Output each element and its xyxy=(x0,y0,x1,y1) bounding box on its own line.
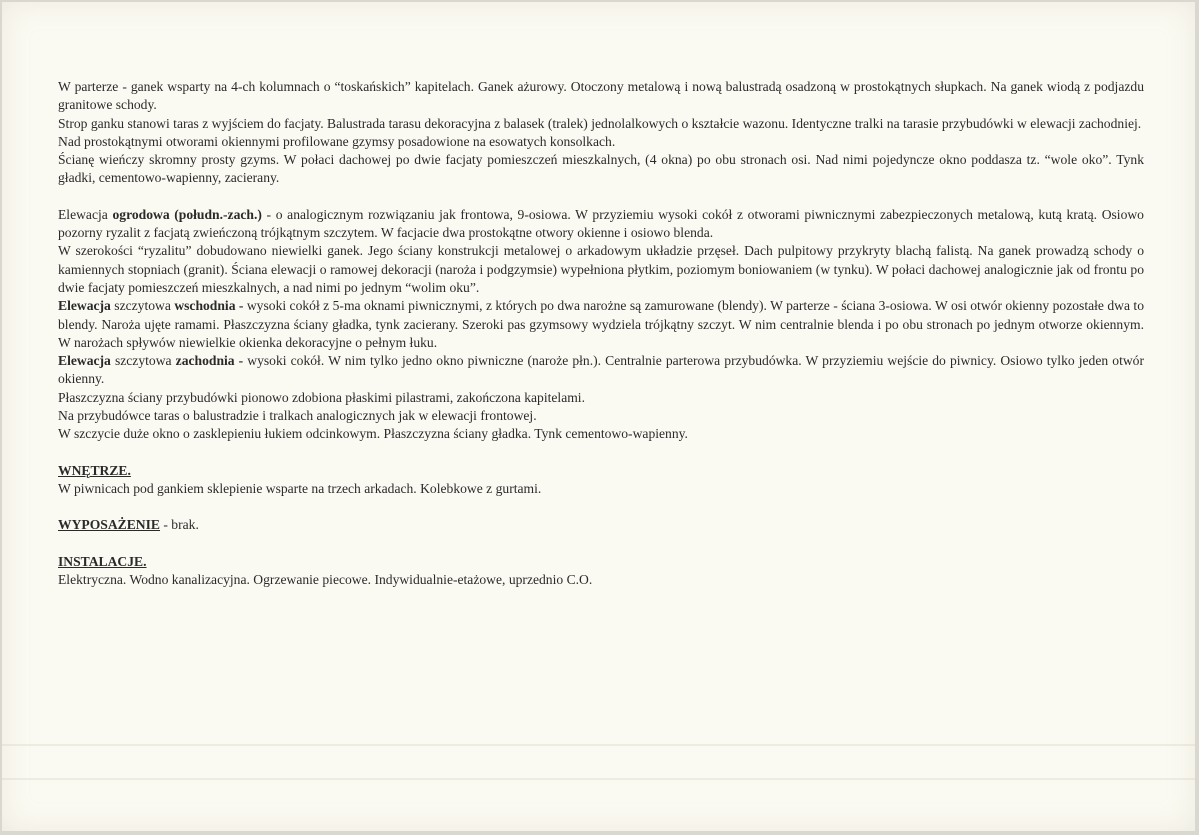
front-paragraph-2: Strop ganku stanowi taras z wyjściem do facjaty. Balustrada tarasu dekoracyjna z balasek (tralek) jednolalkowych o kształcie wazonu. Identyczne tralki na tarasie przybudówki w elewacji zachodniej. xyxy=(58,115,1142,131)
east-mid: szczytowa xyxy=(110,298,175,314)
east-text: wysoki cokół z 5-ma oknami piwnicznymi, z których po dwa narożne są zamurowane (blendy). W parterze - ściana 3-osiowa. W osi otwór okienny pozostałe dwa to blendy. Naroża ujęte ramami. Płaszczyzna ściany gładka, tynk zacierany. Szeroki pas gzymsowy wydziela trójkątny szczyt. W nim centralnie blenda i po obu stronach po jednym otworze okiennym. W narożach spływów niewielkie okienka dekoracyjne o pełnym łuku. xyxy=(58,298,1144,350)
west-line-1: Płaszczyzna ściany przybudówki pionowo zdobiona płaskimi pilastrami, zakończona kapitelami. xyxy=(58,389,585,405)
west-title: zachodnia - xyxy=(175,353,244,369)
equipment-text: - brak. xyxy=(159,517,199,533)
interior-text: W piwnicach pod gankiem sklepienie wsparte na trzech arkadach. Kolebkowe z gurtami. xyxy=(58,480,542,496)
garden-lead: Elewacja xyxy=(58,206,113,222)
front-paragraph-3: Nad prostokątnymi otworami okiennymi profilowane gzymsy posadowione na esowatych konsolkach. xyxy=(58,133,616,149)
west-line-2: Na przybudówce taras o balustradzie i tralkach analogicznych jak w elewacji frontowej. xyxy=(58,408,537,424)
east-label: Elewacja xyxy=(58,298,111,314)
front-paragraph-4: Ścianę wieńczy skromny prosty gzyms. W połaci dachowej po dwie facjaty pomieszczeń mieszkalnych, (4 okna) po obu stronach osi. Nad nimi pojedyncze okno poddasza tz. “wole oko”. Tynk gładki, cementowo-wapienny, zacierany. xyxy=(58,152,1144,186)
west-elevation-paragraph xyxy=(58,352,1144,389)
scan-artifact-line xyxy=(2,778,1195,780)
equipment-section xyxy=(58,516,1144,534)
installations-heading: INSTALACJE. xyxy=(58,553,147,569)
west-text: wysoki cokół. W nim tylko jedno okno piwniczne (naroże płn.). Centralnie parterowa przybudówka. W przyziemiu wejście do piwnicy. Osiowo tylko jeden otwór okienny. xyxy=(58,353,1144,387)
west-label: Elewacja xyxy=(58,353,111,369)
east-elevation-paragraph xyxy=(58,297,1144,352)
garden-text: - o analogicznym rozwiązaniu jak frontowa, 9-osiowa. W przyziemiu wysoki cokół z otworami piwnicznymi zabezpieczonych metalową, kutą kratą. Osiowo pozorny ryzalit z facjatą zwieńczoną trójkątnym szczytem. W facjacie dwa prostokątne otwory okienne i osiowo blenda. xyxy=(58,206,1144,241)
garden-porch-paragraph: W szerokości “ryzalitu” dobudowano niewielki ganek. Jego ściany konstrukcji metalowej o arkadowym układzie przęseł. Dach pulpitowy przykryty blachą falistą. Na ganek prowadzą schody o kamiennych stopniach (granit). Ściana elewacji o ramowej dekoracji (naroża i podgzymsie) wypełniona płytkim, poziomym boniowaniem (w tynku). W połaci dachowej analogicznie jak od frontu po dwie facjaty pomieszczeń mieszkalnych, a nad nimi po jednym “wolim oku”. xyxy=(58,243,1144,295)
east-title: wschodnia - xyxy=(174,298,244,314)
equipment-heading: WYPOSAŻENIE xyxy=(58,517,160,533)
garden-title: ogrodowa (połudn.-zach.) xyxy=(112,206,262,222)
front-paragraph-1: W parterze - ganek wsparty na 4-ch kolumnach o “toskańskich” kapitelach. Ganek ażurowy. Otoczony metalową i nową balustradą osadzoną w prostokątnych słupkach. Na ganek wiodą z podjazdu granitowe schody. xyxy=(58,79,1144,113)
interior-heading: WNĘTRZE. xyxy=(58,462,131,478)
document-body xyxy=(58,78,1144,589)
document-page xyxy=(2,2,1195,831)
garden-elevation-paragraph xyxy=(58,206,1144,243)
west-mid: szczytowa xyxy=(110,353,176,369)
west-line-3: W szczycie duże okno o zasklepieniu łukiem odcinkowym. Płaszczyzna ściany gładka. Tynk cementowo-wapienny. xyxy=(58,426,688,442)
installations-text: Elektryczna. Wodno kanalizacyjna. Ogrzewanie piecowe. Indywidualnie-etażowe, uprzednio C.O. xyxy=(58,571,593,587)
scan-artifact-line xyxy=(2,744,1195,746)
